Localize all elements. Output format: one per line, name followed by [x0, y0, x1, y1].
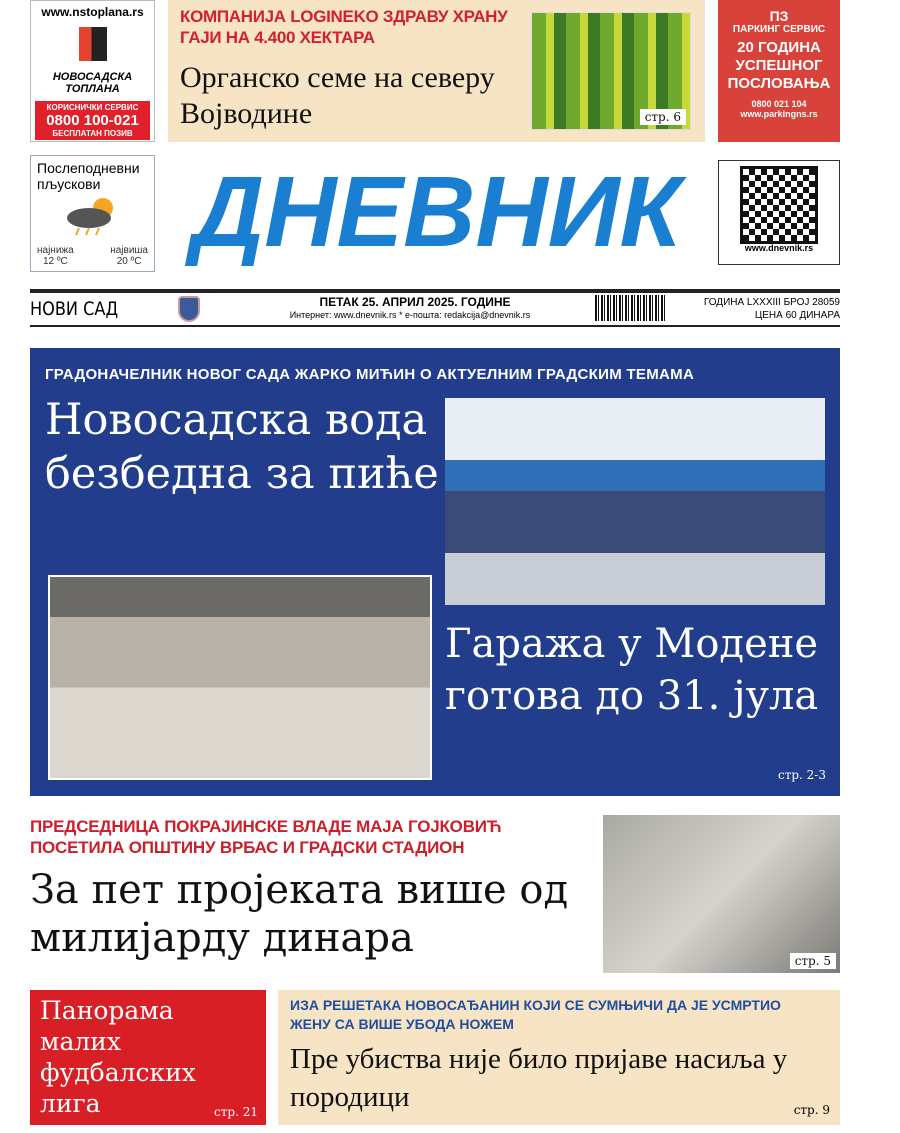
lead-headline-2: Гаража у Модене готова до 31. јула [445, 621, 819, 719]
garage-photo [48, 575, 432, 780]
page-ref: стр. 2-3 [778, 768, 826, 782]
second-kicker: ПРЕДСЕДНИЦА ПОКРАЈИНСКЕ ВЛАДЕ МАЈА ГОЈКОВИЋ ПОСЕТИЛА ОПШТИНУ ВРБАС И ГРАДСКИ СТАДИОН [30, 817, 502, 857]
weather-high [110, 245, 148, 267]
qr-code-icon [743, 169, 815, 241]
high-label: највиша [110, 245, 148, 256]
ad-service-box [35, 101, 150, 140]
page-ref: стр. 21 [214, 1105, 258, 1119]
page-ref: стр. 6 [640, 109, 686, 125]
fields-photo [531, 12, 691, 130]
parking-logo-icon: ПЗ [769, 8, 789, 24]
issue-date: ПЕТАК 25. АПРИЛ 2025. ГОДИНЕ [319, 295, 511, 309]
banner-kicker: КОМПАНИЈА LOGINEKO ЗДРАВУ ХРАНУ ГАЈИ НА 4.400 ХЕКТАРА [180, 7, 508, 47]
dateline-bar [30, 295, 840, 323]
city-crest-icon [178, 296, 200, 322]
ad-name: НОВОСАДСКА ТОПЛАНА [52, 71, 133, 95]
divider [30, 289, 840, 293]
sport-headline: Панорама малих фудбалских лига [40, 996, 196, 1118]
weather-low [37, 245, 74, 267]
stadium-visit-photo [603, 815, 840, 973]
contact: Интернет: www.dnevnik.rs * е-пошта: redakcija@dnevnik.rs [289, 310, 531, 320]
cloud-sun-storm-icon [61, 196, 121, 236]
parking-ad[interactable] [718, 0, 840, 142]
ad-slogan: 20 ГОДИНА УСПЕШНОГ ПОСЛОВАЊА [727, 39, 831, 92]
barcode-icon [595, 295, 665, 321]
page-ref: стр. 9 [793, 1103, 830, 1117]
crime-story[interactable] [278, 990, 840, 1125]
issue-number: ГОДИНА LXXXIII БРОЈ 28059 [703, 297, 840, 308]
qr-url: www.dnevnik.rs [744, 243, 814, 253]
ad-phone: 0800 021 104 [751, 99, 807, 109]
crime-headline: Пре убиства није било пријаве насиља у породици [290, 1043, 788, 1113]
low-value: 12 ºC [42, 256, 68, 267]
ad-free: БЕСПЛАТАН ПОЗИВ [52, 129, 133, 138]
ad-url: www.nstoplana.rs [41, 5, 144, 19]
lead-kicker: ГРАДОНАЧЕЛНИК НОВОГ САДА ЖАРКО МИЋИН О АКТУЕЛНИМ ГРАДСКИМ ТЕМАМА [45, 366, 695, 383]
issue-info [704, 296, 840, 322]
top-banner-story[interactable] [168, 0, 705, 142]
weather-box [30, 155, 155, 272]
toplana-ad[interactable] [30, 0, 155, 142]
crime-kicker: ИЗА РЕШЕТАКА НОВОСАЂАНИН КОЈИ СЕ СУМЊИЧИ ДА ЈЕ УСМРТИО ЖЕНУ СА ВИШЕ УБОДА НОЖЕМ [290, 997, 781, 1032]
second-headline[interactable]: За пет пројеката више од милијарду динара [30, 867, 569, 961]
ad-service: КОРИСНИЧКИ СЕРВИС [46, 103, 139, 112]
ad-phone: 0800 100-021 [46, 112, 139, 129]
page-ref: стр. 5 [790, 953, 836, 969]
city: НОВИ САД [30, 298, 119, 320]
ad-url: www.parkingns.rs [740, 109, 818, 119]
lead-story[interactable] [30, 348, 840, 796]
qr-code-box[interactable] [718, 160, 840, 265]
ad-service: ПАРКИНГ СЕРВИС [732, 24, 826, 35]
masthead-logo[interactable]: ДНЕВНИК [192, 156, 681, 268]
lead-headline: Новосадска вода безбедна за пиће [45, 395, 439, 499]
weather-forecast: Послеподневни пљускови [37, 160, 140, 192]
divider [30, 325, 840, 327]
low-label: најнижа [37, 245, 74, 256]
sport-story[interactable] [30, 990, 266, 1125]
banner-headline: Органско семе на северу Војводине [180, 61, 495, 130]
high-value: 20 ºC [116, 256, 142, 267]
toplana-logo-icon [79, 27, 107, 61]
press-conference-photo [445, 398, 825, 605]
price: ЦЕНА 60 ДИНАРА [754, 310, 840, 321]
